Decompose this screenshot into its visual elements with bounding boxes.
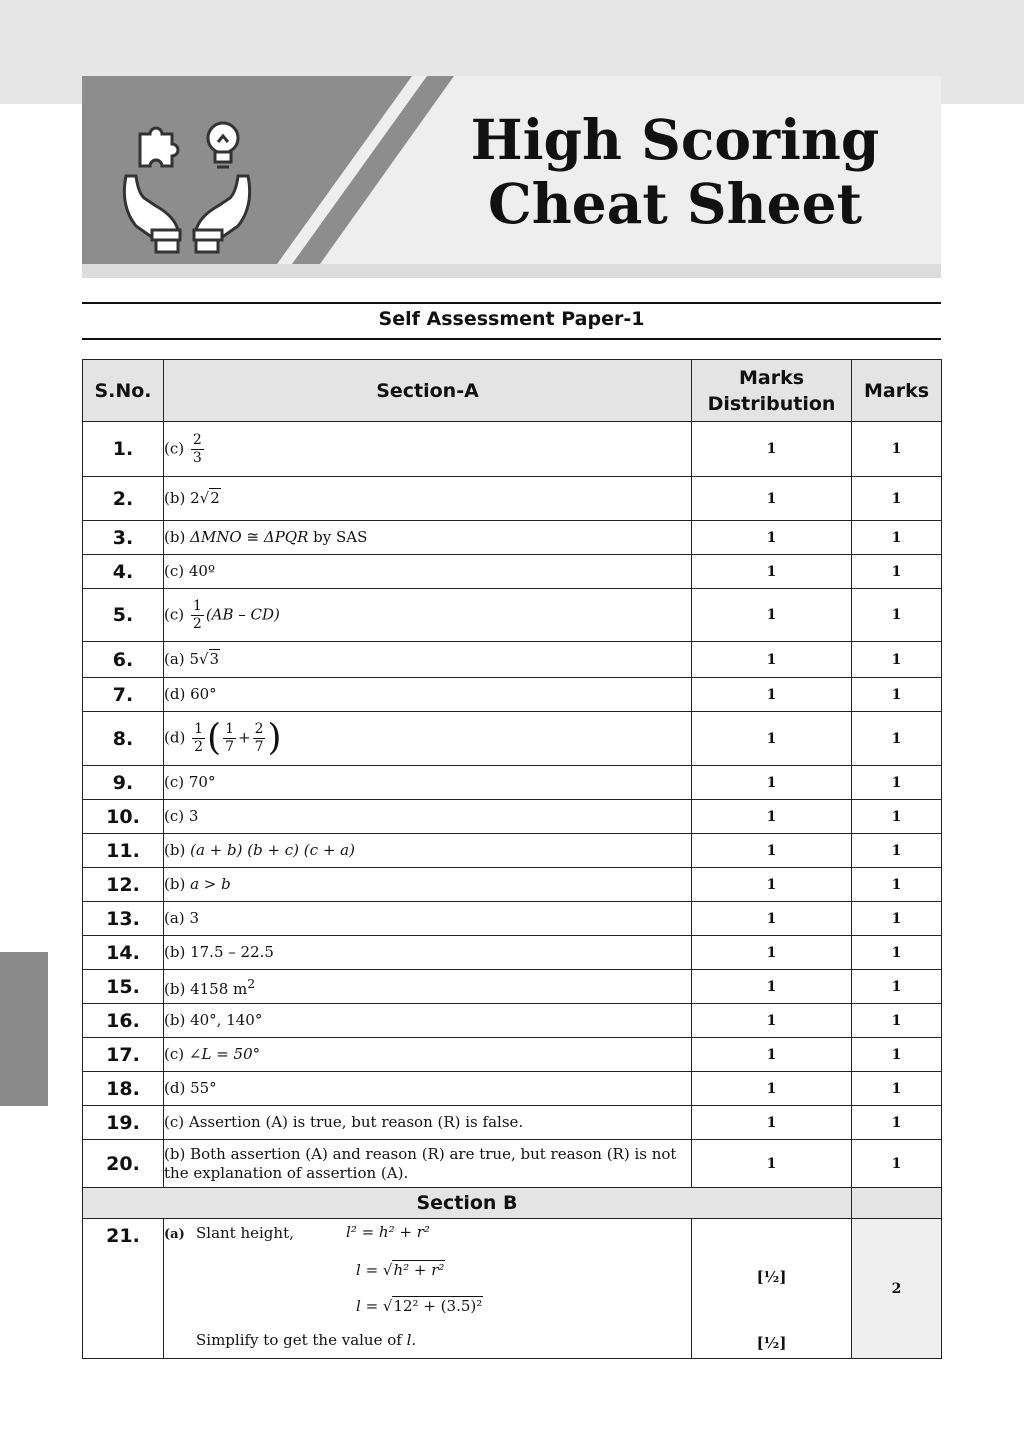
table-row — [83, 834, 942, 868]
table-row — [83, 902, 942, 936]
marks-distribution: 1 — [692, 902, 852, 936]
table-row — [83, 868, 942, 902]
solution-block: (a) Slant height, l² = h² + r² l = √h² + r² l = √12² + (3.5)² Simplify to get the value of l. — [164, 1223, 483, 1349]
marks-distribution: 1 — [692, 521, 852, 555]
marks-distribution: 1 — [692, 800, 852, 834]
row-number: 16. — [83, 1004, 164, 1038]
answer-cell: (b) ΔMNO ≅ ΔPQR by SAS — [164, 521, 692, 555]
table-row — [83, 712, 942, 766]
answer-cell: (b) 2√2 — [164, 477, 692, 521]
row-number: 10. — [83, 800, 164, 834]
marks: 1 — [852, 678, 942, 712]
table-row — [83, 555, 942, 589]
header-section: Section-A — [164, 360, 692, 422]
row-number: 3. — [83, 521, 164, 555]
row-number: 9. — [83, 766, 164, 800]
table-header-row — [83, 360, 942, 422]
fraction: $\frac{2}{3}$ — [192, 431, 202, 466]
marks-distribution: 1 — [692, 1072, 852, 1106]
banner-band — [82, 264, 941, 278]
answer-cell: (c) $\frac{1}{2}$ (AB – CD) — [164, 589, 692, 642]
section-b-heading: Section B — [83, 1188, 852, 1219]
marks: 1 — [852, 936, 942, 970]
answer-cell: (c) 40º — [164, 555, 692, 589]
marks: 1 — [852, 902, 942, 936]
marks: 1 — [852, 712, 942, 766]
marks-distribution: 1 — [692, 1140, 852, 1188]
page-title — [440, 108, 910, 236]
answer-cell: (d) $\frac{1}{2}$ ( $\frac{1}{7}$ + $\frac{2}{7}$ ) — [164, 712, 692, 766]
answer-cell: (b) a > b — [164, 868, 692, 902]
row-number: 11. — [83, 834, 164, 868]
marks-distribution: 1 — [692, 1004, 852, 1038]
row-number: 6. — [83, 642, 164, 678]
marks-distribution: 1 — [692, 555, 852, 589]
fraction: $\frac{1}{2}$ — [192, 597, 202, 632]
paper-title: Self Assessment Paper-1 — [378, 308, 645, 330]
title-line-2: Cheat Sheet — [487, 171, 863, 236]
marks: 1 — [852, 834, 942, 868]
title-line-1: High Scoring — [470, 107, 880, 172]
answer-cell: (a) 5√3 — [164, 642, 692, 678]
row-number: 18. — [83, 1072, 164, 1106]
marks: 1 — [852, 1004, 942, 1038]
marks: 1 — [852, 800, 942, 834]
marks: 1 — [852, 868, 942, 902]
row-number: 19. — [83, 1106, 164, 1140]
row-number: 15. — [83, 970, 164, 1004]
row-number: 20. — [83, 1140, 164, 1188]
marks: 1 — [852, 970, 942, 1004]
header-marks: Marks — [852, 360, 942, 422]
answer-cell: (b) (a + b) (b + c) (c + a) — [164, 834, 692, 868]
marks-distribution: 1 — [692, 834, 852, 868]
marks: 2 — [852, 1219, 942, 1359]
header-sno: S.No. — [83, 360, 164, 422]
table-row — [83, 800, 942, 834]
row-number: 7. — [83, 678, 164, 712]
answer-cell: (d) 60° — [164, 678, 692, 712]
row-number: 4. — [83, 555, 164, 589]
row-number: 14. — [83, 936, 164, 970]
marks-distribution: 1 — [692, 936, 852, 970]
table-row — [83, 589, 942, 642]
marks: 1 — [852, 1038, 942, 1072]
answer-option: (c) — [164, 439, 185, 457]
top-rule — [82, 302, 941, 304]
bottom-rule — [82, 338, 941, 340]
marks-distribution: 1 — [692, 1106, 852, 1140]
row-number: 5. — [83, 589, 164, 642]
header-distribution: Marks Distribution — [692, 360, 852, 422]
marks-distribution: 1 — [692, 422, 852, 477]
marks-distribution: 1 — [692, 1038, 852, 1072]
marks-distribution: 1 — [692, 766, 852, 800]
row-number: 2. — [83, 477, 164, 521]
answer-cell: (c) ∠L = 50° — [164, 1038, 692, 1072]
marks: 1 — [852, 477, 942, 521]
row-number: 12. — [83, 868, 164, 902]
table-row — [83, 422, 942, 477]
answer-cell: (a) 3 — [164, 902, 692, 936]
puzzle-icon — [140, 128, 178, 166]
answer-cell — [164, 422, 692, 477]
answer-cell: (c) 3 — [164, 800, 692, 834]
side-tab — [0, 952, 48, 1106]
answer-cell: (b) 40°, 140° — [164, 1004, 692, 1038]
row-number: 17. — [83, 1038, 164, 1072]
row-number: 1. — [83, 422, 164, 477]
marks-distribution: 1 — [692, 477, 852, 521]
answer-cell: (b) 17.5 – 22.5 — [164, 936, 692, 970]
answer-cell — [164, 1219, 692, 1359]
marks: 1 — [852, 555, 942, 589]
answer-cell: (c) Assertion (A) is true, but reason (R) is false. — [164, 1106, 692, 1140]
marks: 1 — [852, 521, 942, 555]
marks-distribution: 1 — [692, 642, 852, 678]
marks: 1 — [852, 1106, 942, 1140]
marks-distribution: 1 — [692, 589, 852, 642]
answer-cell: (b) Both assertion (A) and reason (R) are true, but reason (R) is not the explanation of assertion (A). — [164, 1140, 692, 1188]
marks: 1 — [852, 589, 942, 642]
table-row — [83, 477, 942, 521]
table-row — [83, 1004, 942, 1038]
table-row — [83, 766, 942, 800]
table-row — [83, 1106, 942, 1140]
marks: 1 — [852, 422, 942, 477]
table-row — [83, 970, 942, 1004]
table-row — [83, 1072, 942, 1106]
marks-distribution: 1 — [692, 678, 852, 712]
table-row — [83, 1038, 942, 1072]
marks: 1 — [852, 766, 942, 800]
answer-cell: (c) 70° — [164, 766, 692, 800]
section-b-header-row — [83, 1188, 942, 1219]
marks-distribution: 1 — [692, 970, 852, 1004]
marks-distribution: [½] [½] — [692, 1219, 852, 1359]
table-row — [83, 1219, 942, 1359]
row-number: 8. — [83, 712, 164, 766]
marks: 1 — [852, 1072, 942, 1106]
answer-cell: (d) 55° — [164, 1072, 692, 1106]
table-row — [83, 521, 942, 555]
table-row — [83, 1140, 942, 1188]
table-row — [83, 936, 942, 970]
marks-distribution: 1 — [692, 868, 852, 902]
marks: 1 — [852, 1140, 942, 1188]
table-row — [83, 642, 942, 678]
row-number: 21. — [83, 1219, 164, 1359]
marks-distribution: 1 — [692, 712, 852, 766]
answer-key-table — [82, 359, 942, 1359]
row-number: 13. — [83, 902, 164, 936]
table-row — [83, 678, 942, 712]
marks: 1 — [852, 642, 942, 678]
answer-cell: (b) 4158 $m^2$ — [164, 970, 692, 1004]
